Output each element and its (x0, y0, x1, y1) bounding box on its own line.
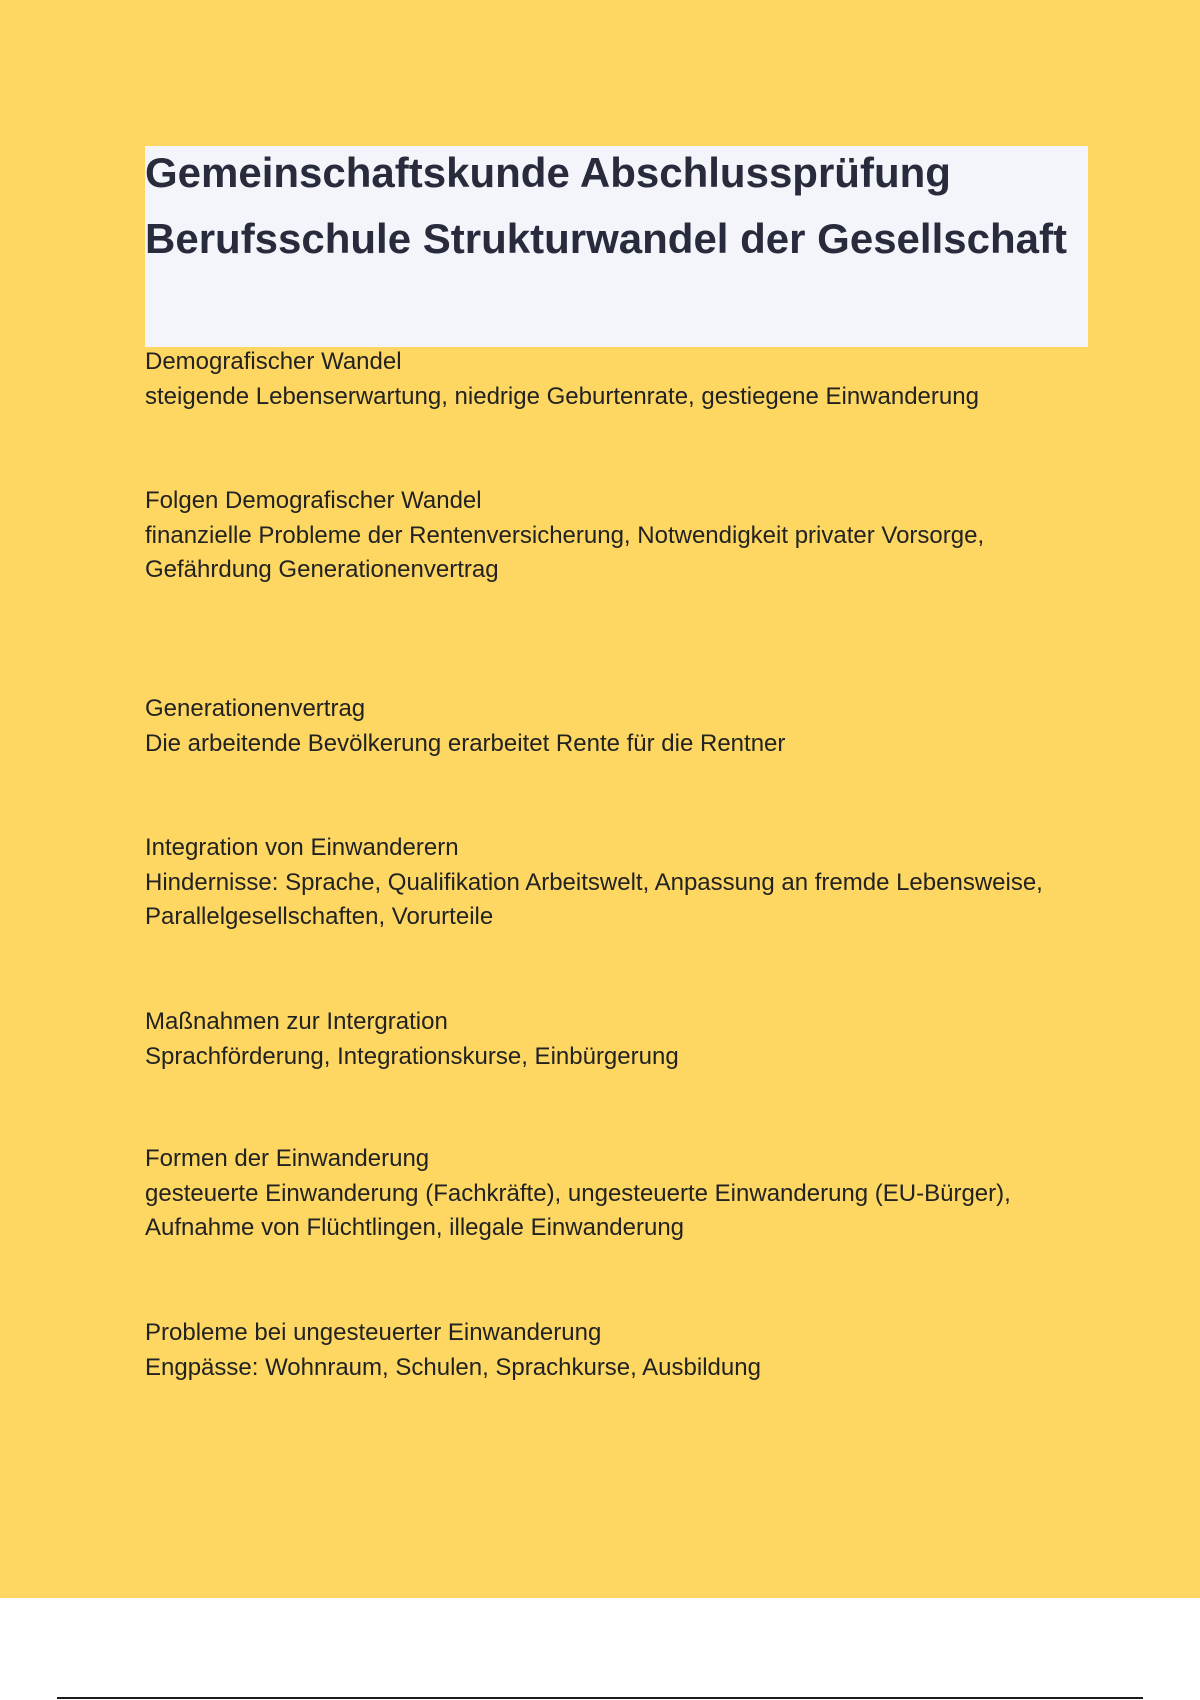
section-heading: Probleme bei ungesteuerter Einwanderung (145, 1319, 602, 1346)
section-heading: Generationenvertrag (145, 695, 366, 722)
section-formen-einwanderung (145, 1142, 1085, 1246)
section-body: steigende Lebenserwartung, niedrige Geburtenrate, gestiegene Einwanderung (145, 382, 979, 410)
section-demografischer-wandel (145, 345, 1085, 414)
section-body: Engpässe: Wohnraum, Schulen, Sprachkurse, Ausbildung (145, 1353, 761, 1381)
section-folgen-demografischer-wandel (145, 484, 1085, 588)
document-title: Gemeinschaftskunde Abschlussprüfung Berufsschule Strukturwandel der Gesellschaft (145, 149, 1067, 262)
section-body: finanzielle Probleme der Rentenversicherung, Notwendigkeit privater Vorsorge, Gefährdung Generationenvertrag (145, 521, 985, 583)
section-body: Die arbeitende Bevölkerung erarbeitet Rente für die Rentner (145, 729, 786, 757)
section-heading: Integration von Einwanderern (145, 834, 459, 861)
section-heading: Demografischer Wandel (145, 348, 402, 375)
section-integration (145, 831, 1085, 935)
section-body: Hindernisse: Sprache, Qualifikation Arbeitswelt, Anpassung an fremde Lebensweise, Parallelgesellschaften, Vorurteile (145, 868, 1043, 930)
section-heading: Formen der Einwanderung (145, 1145, 430, 1172)
section-heading: Folgen Demografischer Wandel (145, 487, 482, 514)
section-body: Sprachförderung, Integrationskurse, Einbürgerung (145, 1042, 679, 1070)
section-generationenvertrag (145, 692, 1085, 761)
footer-divider (57, 1697, 1143, 1699)
section-probleme-ungesteuert (145, 1316, 1085, 1385)
section-body: gesteuerte Einwanderung (Fachkräfte), ungesteuerte Einwanderung (EU-Bürger), Aufnahme von Flüchtlingen, illegale Einwanderung (145, 1179, 1011, 1241)
section-massnahmen (145, 1005, 1085, 1074)
section-heading: Maßnahmen zur Intergration (145, 1008, 448, 1035)
